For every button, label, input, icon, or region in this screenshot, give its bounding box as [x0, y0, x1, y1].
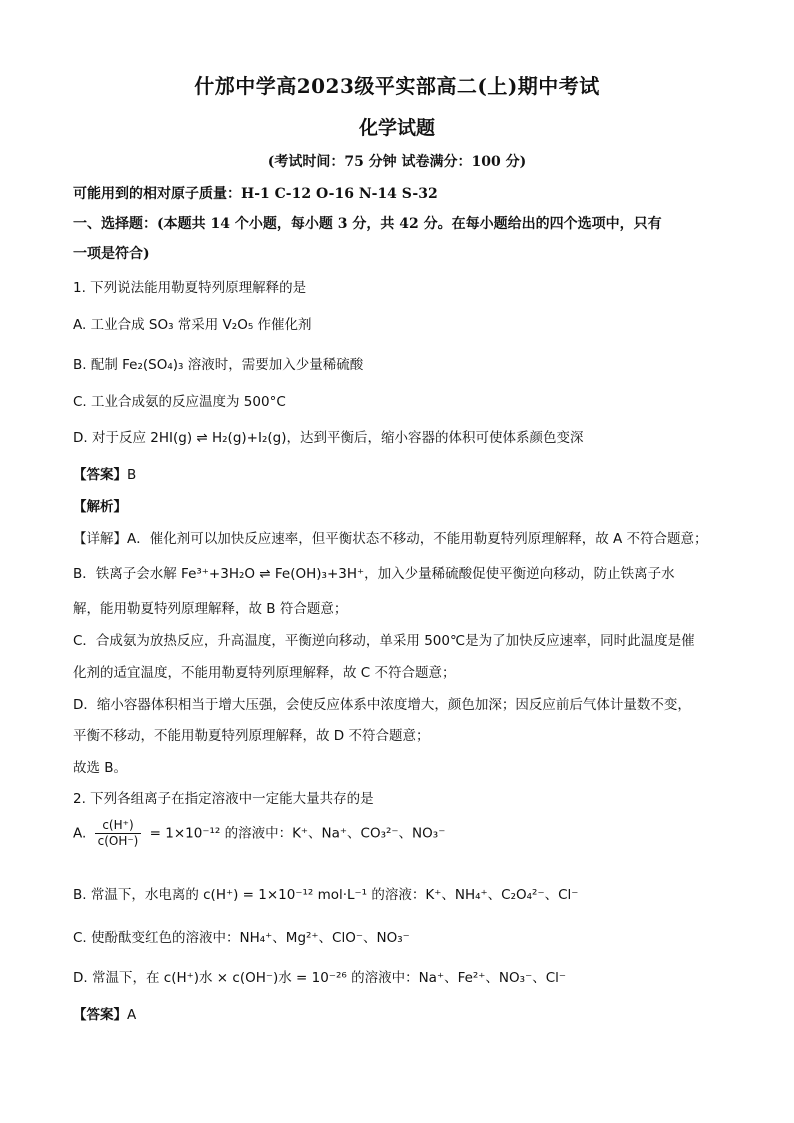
exam-subtitle: 化学试题 [358, 117, 435, 139]
q1-option-d: D. 对于反应 2HI(g) ⇌ H₂(g)+I₂(g)，达到平衡后，缩小容器的体积可使体系颜色变深 [73, 430, 584, 446]
q2-option-b: B. 常温下，水电离的 c(H⁺) = 1×10⁻¹² mol·L⁻¹ 的溶液：K⁺、NH₄⁺、C₂O₄²⁻、Cl⁻ [73, 887, 579, 903]
section-heading-line1: 一、选择题：(本题共 14 个小题，每小题 3 分，共 42 分。在每小题给出的四个选项中，只有 [73, 216, 662, 232]
q1-detail-line: D．缩小容器体积相当于增大压强，会使反应体系中浓度增大，颜色加深；因反应前后气体计量数不变， [73, 697, 691, 713]
q2-answer [73, 1003, 758, 1023]
atomic-masses: 可能用到的相对原子质量：H-1 C-12 O-16 N-14 S-32 [73, 186, 438, 202]
exam-meta: (考试时间：75 分钟 试卷满分：100 分) [267, 154, 527, 170]
fraction-denominator: c(OH⁻) [97, 834, 139, 848]
exam-title: 什邡中学高2023级平实部高二(上)期中考试 [194, 74, 600, 98]
q1-detail-line: 平衡不移动，不能用勒夏特列原理解释，故 D 不符合题意； [73, 728, 430, 744]
q1-detail-line: 【详解】A．催化剂可以加快反应速率，但平衡状态不移动，不能用勒夏特列原理解释，故 A 不符合题意； [73, 531, 708, 547]
q1-detail-line: 化剂的适宜温度，不能用勒夏特列原理解释，故 C 不符合题意； [73, 665, 456, 681]
q1-detail-line: B．铁离子会水解 Fe³⁺+3H₂O ⇌ Fe(OH)₃+3H⁺，加入少量稀硫酸促使平衡逆向移动，防止铁离子水 [73, 566, 675, 582]
q1-option-b: B. 配制 Fe₂(SO₄)₃ 溶液时，需要加入少量稀硫酸 [73, 357, 364, 373]
q1-answer-value: B [127, 467, 137, 483]
fraction-numerator: c(H⁺) [95, 818, 142, 834]
q1-analysis-label: 【解析】 [73, 499, 127, 515]
q1-option-a: A. 工业合成 SO₃ 常采用 V₂O₅ 作催化剂 [73, 317, 312, 333]
q1-option-c: C. 工业合成氨的反应温度为 500°C [73, 394, 286, 410]
q1-detail-line: C．合成氨为放热反应，升高温度，平衡逆向移动，单采用 500℃是为了加快反应速率，同时此温度是催 [73, 633, 695, 649]
q2-answer-value: A [127, 1007, 137, 1023]
q2-option-a-rest: = 1×10⁻¹² 的溶液中：K⁺、Na⁺、CO₃²⁻、NO₃⁻ [149, 825, 446, 842]
q2-option-d: D. 常温下，在 c(H⁺)水 × c(OH⁻)水 = 10⁻²⁶ 的溶液中：Na⁺、Fe²⁺、NO₃⁻、Cl⁻ [73, 970, 567, 986]
q2-option-a-fraction [95, 818, 142, 849]
q2-option-a-prefix: A. [73, 825, 87, 842]
section-heading-line2: 一项是符合) [73, 246, 150, 262]
q2-answer-bracket: 【答案】 [73, 1007, 127, 1023]
q1-detail-line: 故选 B。 [73, 760, 128, 776]
q2-option-a [73, 818, 758, 849]
q1-answer-bracket: 【答案】 [73, 467, 127, 483]
q2-option-c: C. 使酚酞变红色的溶液中：NH₄⁺、Mg²⁺、ClO⁻、NO₃⁻ [73, 930, 410, 946]
q1-stem: 1. 下列说法能用勒夏特列原理解释的是 [73, 280, 307, 296]
q1-detail-line: 解，能用勒夏特列原理解释，故 B 符合题意； [73, 601, 348, 617]
q2-stem: 2. 下列各组离子在指定溶液中一定能大量共存的是 [73, 791, 374, 807]
q1-answer [73, 463, 758, 483]
